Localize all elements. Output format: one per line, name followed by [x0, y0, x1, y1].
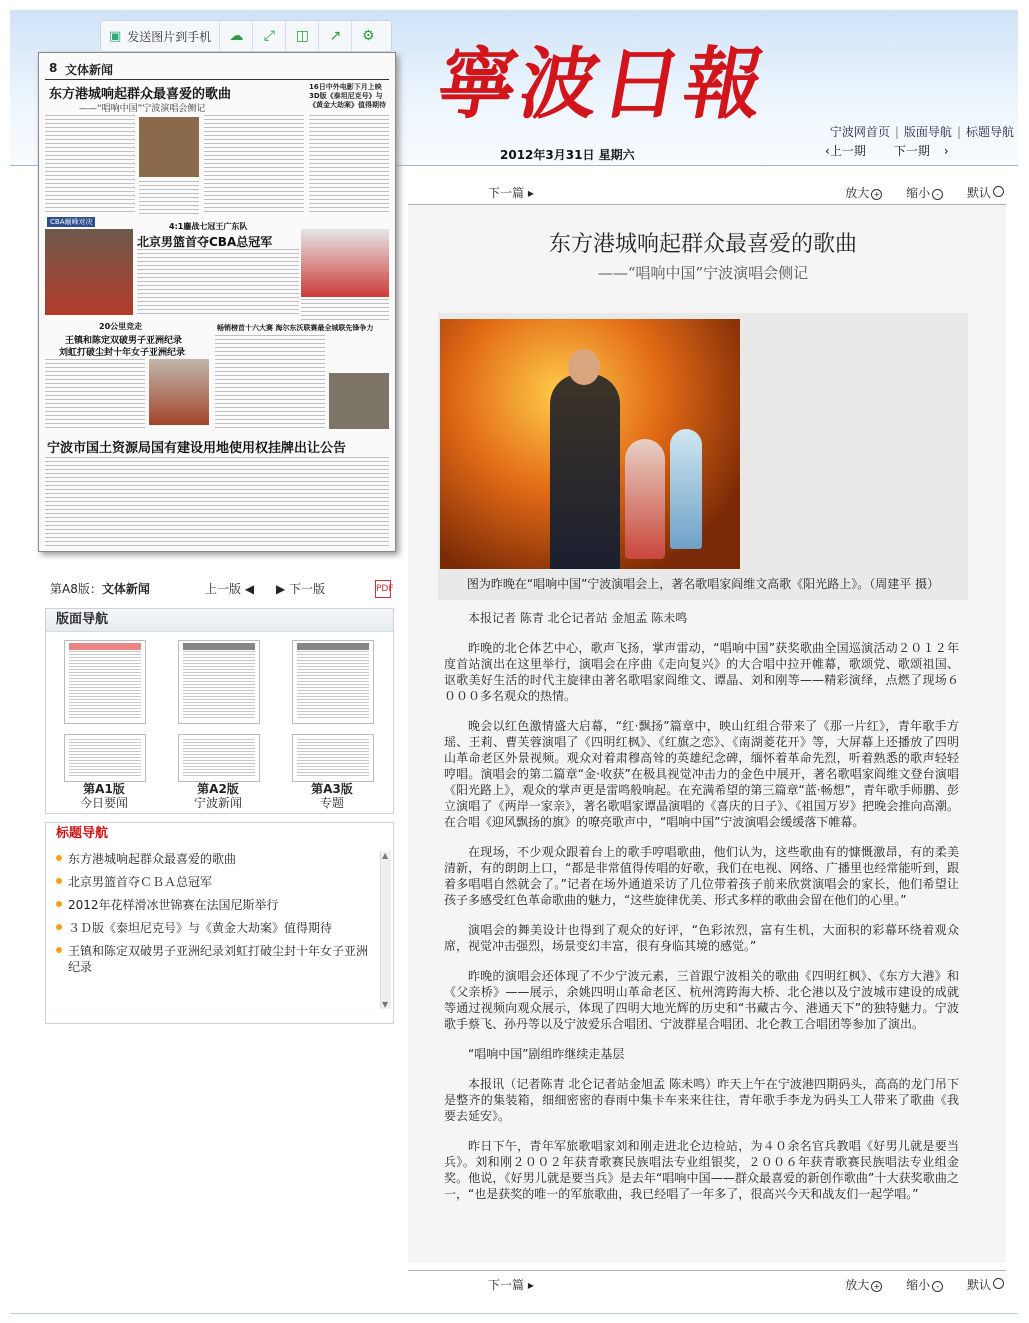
article-paragraph: 昨晚的演唱会还体现了不少宁波元素，三首跟宁波相关的歌曲《四明红枫》、《东方大港》和《父亲桥》——展示，余姚四明山革命老区、杭州湾跨海大桥、北仑港以及宁波城市建设的成就等通过视频向观众展示，体现了四明大地光辉的历史和“书藏古今、港通天下”的独特魅力。宁波歌手蔡飞、孙丹等以及宁波爱乐合唱团、宁波群星合唱团、北仑教工合唱团等参加了演出。	[444, 969, 959, 1031]
title-nav-title: 标题导航	[46, 823, 393, 845]
title-nav-item[interactable]: 王镇和陈定双破男子亚洲纪录刘虹打破尘封十年女子亚洲纪录	[56, 943, 371, 975]
preview-asia-sub: 20公里竞走	[99, 322, 143, 331]
article-section-heading: “唱响中国”剧组昨继续走基层	[468, 1047, 625, 1061]
zoom-out-button[interactable]: 缩小 -	[896, 1278, 943, 1292]
article-photo[interactable]	[440, 319, 740, 569]
issue-date: 2012年3月31日 星期六	[500, 148, 635, 162]
nav-home-link[interactable]: 宁波网首页	[829, 125, 890, 139]
page-thumb-a3[interactable]	[292, 640, 374, 724]
preview-cba-bar: CBA巅峰对决	[47, 217, 95, 227]
article-paragraph: 演唱会的舞美设计也得到了观众的好评，“色彩浓烈，富有生机，大面积的彩幕环绕着观众席，视觉冲击强烈，场景变幻丰富，很有身临其境的感觉。”	[444, 923, 959, 953]
prev-page-link[interactable]: 上一版 ◀	[205, 582, 255, 596]
image-toolbar	[100, 20, 392, 52]
zoom-in-button[interactable]: 放大 +	[835, 186, 882, 200]
nav-title-nav-link[interactable]: 标题导航	[965, 125, 1014, 139]
title-nav-scrollbar[interactable]	[380, 851, 391, 1009]
preview-section-number: 8	[49, 61, 58, 75]
page-label-a1[interactable]: 第A1版 今日要闻	[79, 782, 128, 810]
page-label-a2[interactable]: 第A2版 宁波新闻	[193, 782, 242, 810]
current-page-label: 第A8版：文体新闻	[50, 582, 150, 596]
article-paragraph: 昨日下午，青年军旅歌唱家刘和刚走进北仑边检站，为４０余名官兵教唱《好男儿就是要当兵》。刘和刚２００２年获青歌赛民族唱法专业组银奖，２００６年获青歌赛民族唱法专业组金奖。他说，《好男儿就是要当兵》是去年“唱响中国——群众最喜爱的新创作歌曲”十大获奖歌曲之一，“也是获奖的唯一的军旅歌曲，我已经唱了一年多了，很高兴今天和战友们一起学唱。”	[444, 1139, 959, 1201]
zoom-default-button[interactable]: 默认	[957, 1278, 1004, 1292]
article-paragraph: 昨晚的北仑体艺中心，歌声飞扬，掌声雷动，“唱响中国”获奖歌曲全国巡演活动２０１２年度首站演出在这里举行，演唱会在序曲《走向复兴》的大合唱中拉开帷幕，歌颂党、歌颂祖国、讴歌美好生活的时代主旋律由著名歌唱家阎维文、谭晶、刘和刚等——精彩演绎，点燃了现场６０００多名观众的热情。	[444, 641, 959, 703]
save-icon[interactable]: ◫	[286, 21, 319, 51]
phone-icon: ▣	[109, 28, 122, 44]
zoom-out-button[interactable]: 缩小 -	[896, 186, 943, 200]
preview-asia-headline-2[interactable]: 刘虹打破尘封十年女子亚洲纪录	[59, 348, 186, 358]
page-nav-title: 版面导航	[46, 609, 393, 632]
plus-icon: +	[871, 189, 882, 200]
circle-icon	[993, 186, 1004, 197]
page-label-a3[interactable]: 第A3版 专题	[311, 782, 353, 810]
preview-notice-headline[interactable]: 宁波市国土资源局国有建设用地使用权挂牌出让公告	[47, 441, 347, 456]
minus-icon: -	[932, 1281, 943, 1292]
page-thumb-a2[interactable]	[178, 640, 260, 724]
title-nav-item[interactable]: ３Ｄ版《泰坦尼克号》与《黄金大劫案》值得期待	[56, 920, 371, 936]
article	[408, 205, 1006, 1263]
preview-headline[interactable]: 东方港城响起群众最喜爱的歌曲	[49, 87, 232, 102]
newspaper-logo[interactable]: 寧波日報	[430, 39, 775, 130]
scroll-down-icon[interactable]: ▼	[382, 1000, 389, 1009]
page-nav-panel	[45, 608, 394, 814]
page-thumb-a1[interactable]	[64, 640, 146, 724]
article-paragraph: 在现场，不少观众跟着台上的歌手哼唱歌曲，他们认为，这些歌曲有的慷慨激昂，有的柔美清新，有的朗朗上口，“都是非常值得传唱的好歌，我们在电视、网络、广播里也经常能听到，跟着多唱唱自然就会了。”记者在场外通道采访了几位带着孩子前来欣赏演唱会的家长，他们希望让孩子多感受红色革命歌曲的魅力，“这些旋律优美、形式多样的歌曲会留在他们的心里。”	[444, 845, 959, 907]
preview-mid-headline[interactable]: 畅销榜首十六大赛 海尔东沃联赛最全城联先锋争力	[217, 324, 374, 332]
send-to-phone-label: 发送图片到手机	[127, 29, 212, 44]
minus-icon: -	[932, 189, 943, 200]
title-nav-item[interactable]: 北京男篮首夺ＣＢＡ总冠军	[56, 874, 371, 890]
article-subtitle: ——“唱响中国”宁波演唱会侧记	[597, 264, 809, 282]
title-nav-item[interactable]: 东方港城响起群众最喜爱的歌曲	[56, 851, 371, 867]
photo-caption: 图为昨晚在“唱响中国”宁波演唱会上，著名歌唱家阎维文高歌《阳光路上》。（周建平 摄）	[466, 577, 940, 591]
article-paragraph: 本报讯（记者陈青 北仑记者站金旭孟 陈未鸣）昨天上午在宁波港四期码头，高高的龙门吊下是整齐的集装箱，细细密密的春雨中集卡车来来往往，青年歌手李龙为码头工人带来了歌曲《我要去延安》。	[444, 1077, 959, 1123]
page-preview[interactable]	[38, 52, 396, 552]
pdf-icon[interactable]: PDF	[375, 580, 391, 598]
zoom-in-button[interactable]: 放大 +	[835, 1278, 882, 1292]
next-article-link[interactable]: 下一篇 ▸	[488, 186, 534, 200]
preview-right-headline[interactable]: 16日中外电影下月上映 3D版《泰坦尼克号》与《黄金大劫案》值得期待	[309, 83, 386, 109]
next-issue-link[interactable]: 下一期 ›	[893, 144, 949, 158]
expand-icon[interactable]: ⤢	[253, 21, 286, 51]
article-nav-top	[408, 182, 1006, 205]
article-photo-box	[438, 313, 968, 600]
preview-cba-sub: 4:1鏖战七冠王广东队	[169, 222, 248, 231]
article-title: 东方港城响起群众最喜爱的歌曲	[548, 232, 857, 257]
page-thumb-a2-lower[interactable]	[178, 734, 260, 782]
nav-page-nav-link[interactable]: 版面导航	[903, 125, 952, 139]
cloud-icon[interactable]: ☁	[220, 21, 253, 51]
page-frame	[10, 10, 1018, 1314]
page-thumb-a3-lower[interactable]	[292, 734, 374, 782]
send-to-phone-button[interactable]	[101, 21, 220, 51]
scroll-up-icon[interactable]: ▲	[382, 851, 389, 860]
next-article-link[interactable]: 下一篇 ▸	[488, 1278, 534, 1292]
article-nav-bottom	[408, 1270, 1006, 1293]
share-icon[interactable]: ↗	[319, 21, 352, 51]
page-switcher	[50, 580, 395, 598]
article-byline: 本报记者 陈青 北仑记者站 金旭孟 陈未鸣	[468, 611, 688, 625]
issue-nav	[825, 142, 963, 159]
prev-issue-link[interactable]: ‹上一期	[825, 144, 866, 158]
top-nav: 宁波网首页 | 版面导航 | 标题导航	[829, 125, 1014, 139]
plus-icon: +	[871, 1281, 882, 1292]
page-thumb-a1-lower[interactable]	[64, 734, 146, 782]
gear-icon[interactable]: ⚙	[362, 28, 375, 44]
circle-icon	[993, 1278, 1004, 1289]
article-body	[444, 610, 959, 1216]
next-page-link[interactable]: ▶ 下一版	[276, 582, 326, 596]
preview-asia-headline-1[interactable]: 王镇和陈定双破男子亚洲纪录	[65, 336, 183, 346]
article-paragraph: 晚会以红色激情盛大启幕，“红·飘扬”篇章中，映山红组合带来了《那一片红》，青年歌手方瑶、王莉、曹芙蓉演唱了《四明红枫》、《红旗之恋》、《南湖菱花开》等，大屏幕上还播放了四明山革命老区外景视频。观众对着肃穆高耸的英雄纪念碑，缅怀着革命先烈，听着熟悉的歌声轻轻哼唱。演唱会的第二篇章“金·收获”在极具视觉冲击力的金色中展开，著名歌唱家阎维文登台演唱《阳光路上》，观众的掌声更是雷鸣般响起。在充满希望的第三篇章“蓝·畅想”，青年歌手师鹏、彭立演唱了《两岸一家亲》，著名歌唱家谭晶演唱的《喜庆的日子》、《祖国万岁》把晚会推向高潮。在合唱《迎风飘扬的旗》的嘹亮歌声中，“唱响中国”宁波演唱会缓缓落下帷幕。	[444, 719, 959, 829]
preview-cba-headline[interactable]: 北京男篮首夺CBA总冠军	[137, 235, 273, 249]
zoom-default-button[interactable]: 默认	[957, 186, 1004, 200]
preview-subhead: ——“唱响中国”宁波演唱会侧记	[79, 104, 206, 114]
preview-section-name: 文体新闻	[65, 63, 114, 77]
title-nav-item[interactable]: 2012年花样滑冰世锦赛在法国尼斯举行	[56, 897, 371, 913]
title-nav-panel	[45, 822, 394, 1024]
